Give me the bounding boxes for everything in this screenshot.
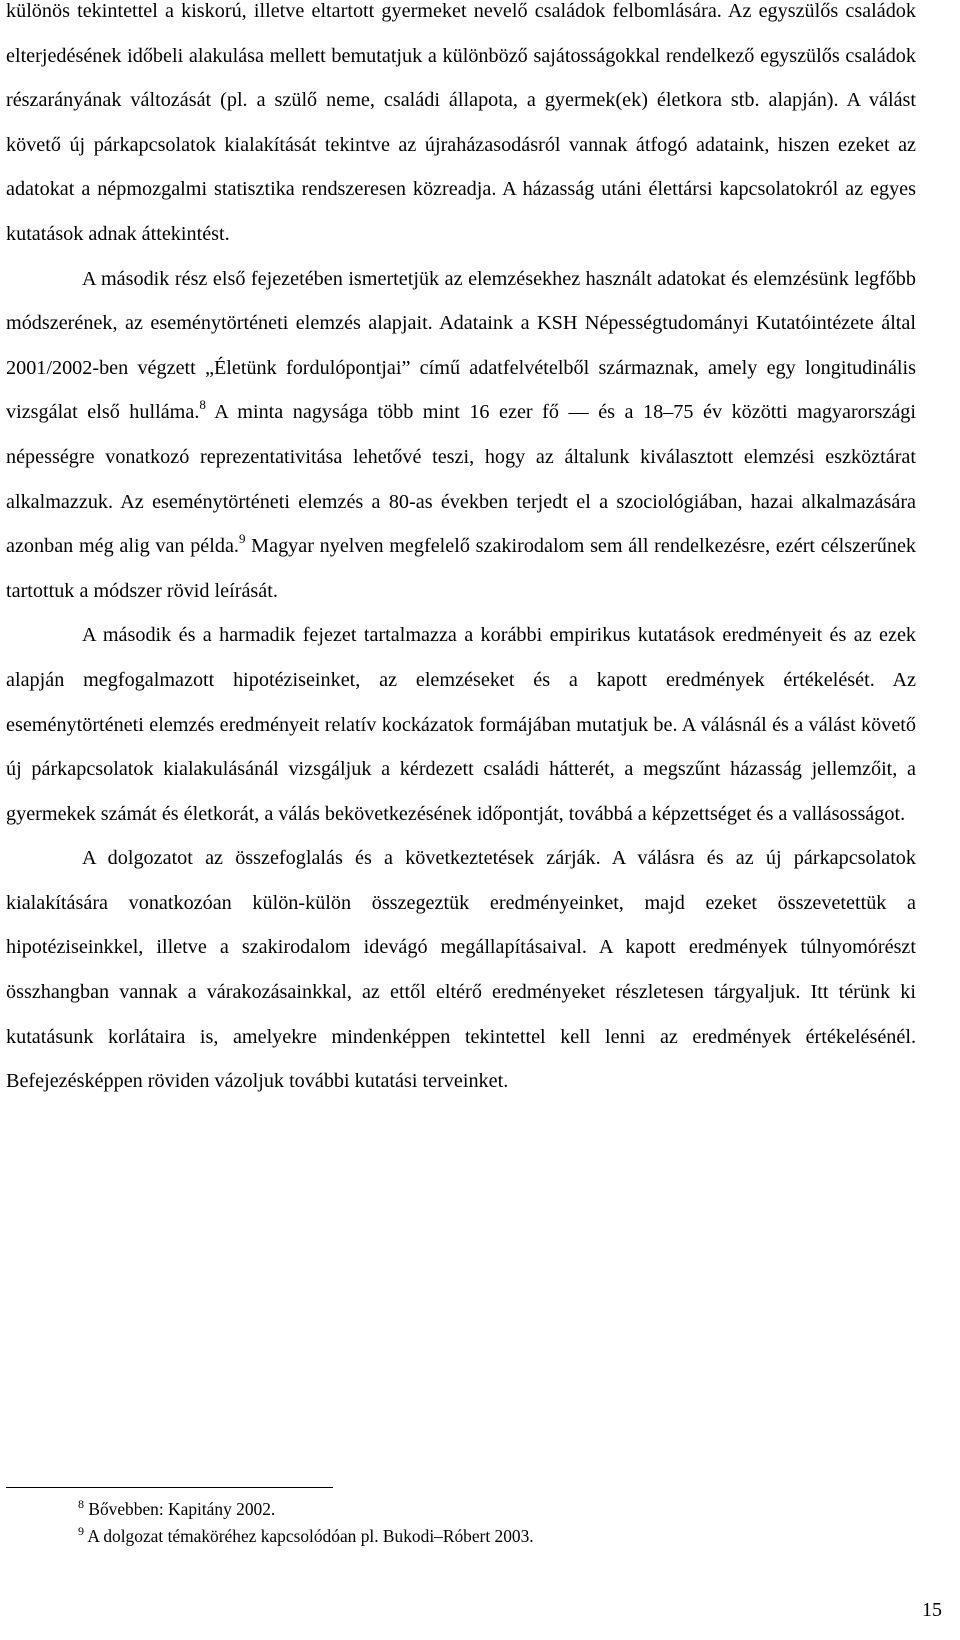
paragraph-text: A dolgozatot az összefoglalás és a következtetések zárják. A válásra és az új párkapcsolatok kialakítására vonatkozóan külön-külön összegeztük eredményeinket, majd ezeket összevetettük a hipotéziseinkkel, illetve a szakirodalom idevágó megállapításaival. A kapott eredmények túlnyomórészt összhangban vannak a várakozásainkkal, az ettől eltérő eredményeket részletesen tárgyaljuk. Itt térünk ki kutatásunk korlátaira is, amelyekre mindenképpen tekintettel kell lenni az eredmények értékelésénél. Befejezésképpen röviden vázoljuk további kutatási terveinket. <box>6 847 916 1093</box>
footnote-8-text: Bővebben: Kapitány 2002. <box>84 1499 276 1519</box>
footnote-reference: 9 <box>238 531 246 547</box>
footnote-reference: 8 <box>199 397 206 413</box>
footnote-8 <box>78 1496 918 1523</box>
paragraph-text: A második és a harmadik fejezet tartalmazza a korábbi empirikus kutatások eredményeit és az ezek alapján megfogalmazott hipotéziseinket, az elemzéseket és a kapott eredmények értékelését. Az eseménytörténeti elemzés eredményeit relatív kockázatok formájában mutatjuk be. A válásnál és a válást követő új párkapcsolatok kialakulásánál vizsgáljuk a kérdezett családi hátterét, a megszűnt házasság jellemzőit, a gyermekek számát és életkorát, a válás bekövetkezésének időpontját, továbbá a képzettséget és a vallásosságot. <box>6 624 916 825</box>
footnote-9-text: A dolgozat témaköréhez kapcsolódóan pl. Bukodi–Róbert 2003. <box>84 1526 534 1546</box>
body-text <box>6 0 916 1104</box>
footnote-8-number: 8 <box>78 1497 84 1511</box>
paragraph-text: Magyar nyelven megfelelő szakirodalom sem áll rendelkezésre, ezért célszerűnek tartottuk a módszer rövid leírását. <box>6 535 917 602</box>
paragraph <box>6 836 916 1104</box>
footnote-9 <box>78 1523 918 1550</box>
footnote-9-number: 9 <box>78 1524 84 1538</box>
footnote-separator <box>6 1487 333 1488</box>
paragraph <box>6 0 916 257</box>
page-number: 15 <box>922 1599 942 1621</box>
footnotes <box>78 1496 918 1550</box>
paragraph-text: A minta nagysága több mint 16 ezer fő — és a 18–75 év közötti magyarországi népességre vonatkozó reprezentativitása lehetővé teszi, hogy az általunk kiválasztott elemzési eszköztárat alkalmazzuk. Az eseménytörténeti elemzés a 80-as években terjedt el a szociológiában, hazai alkalmazására azonban még alig van példa. <box>6 401 916 558</box>
paragraph <box>6 613 916 836</box>
paragraph-text: A második rész első fejezetében ismertetjük az elemzésekhez használt adatokat és elemzésünk legfőbb módszerének, az eseménytörténeti elemzés alapjait. Adataink a KSH Népességtudományi Kutatóintézete által 2001/2002-ben végzett „Életünk fordulópontjai” című adatfelvételből származnak, amely egy longitudinális vizsgálat első hulláma. <box>6 267 916 424</box>
paragraph-text: különös tekintettel a kiskorú, illetve eltartott gyermeket nevelő családok felbomlására. Az egyszülős családok elterjedésének időbeli alakulása mellett bemutatjuk a különböző sajátosságokkal rendelkező egyszülős családok részarányának változását (pl. a szülő neme, családi állapota, a gyermek(ek) életkora stb. alapján). A válást követő új párkapcsolatok kialakítását tekintve az újraházasodásról vannak átfogó adataink, hiszen ezeket az adatokat a népmozgalmi statisztika rendszeresen közreadja. A házasság utáni élettársi kapcsolatokról az egyes kutatások adnak áttekintést. <box>6 0 916 245</box>
paragraph <box>6 257 916 614</box>
